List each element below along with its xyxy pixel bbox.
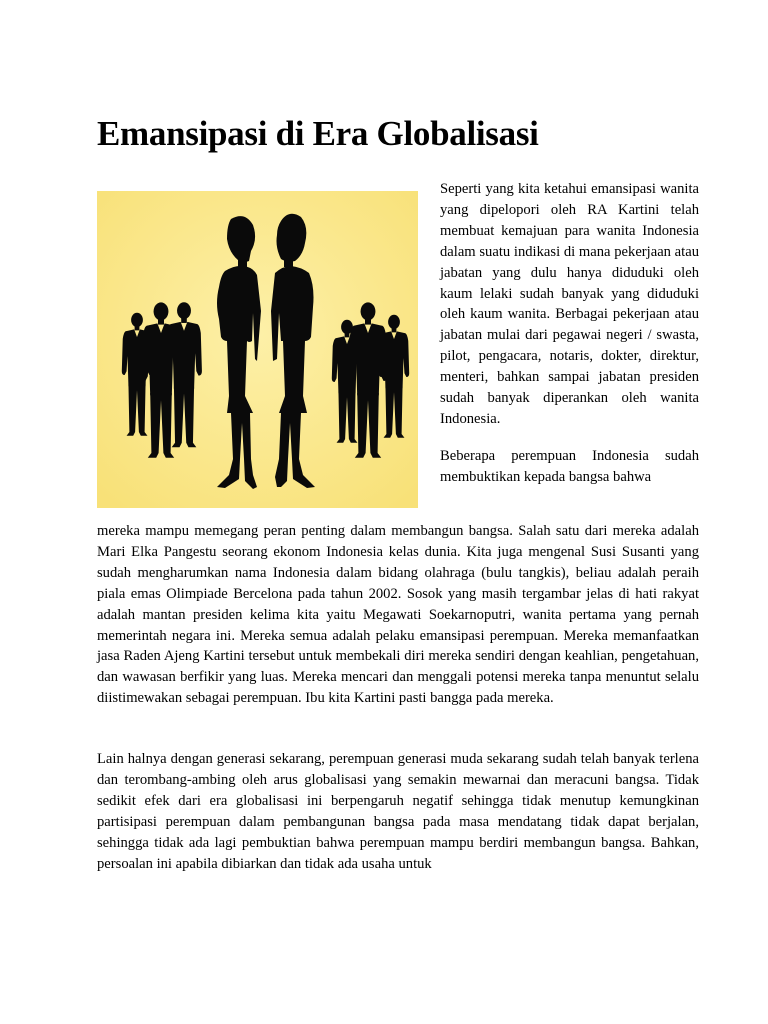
paragraph-3: Lain halnya dengan generasi sekarang, perempuan generasi muda sekarang sudah telah banyak terlena dan terombang-ambing oleh arus globalisasi yang semakin mewarnai dan meracuni bangsa. Tidak sedikit efek dari era globalisasi ini berpengaruh negatif sehingga tidak menutup kemungkinan partisipasi perempuan dalam pembangunan bangsa pada masa mendatang tidak dapat berjalan, sehingga tidak ada lagi pembuktian bahwa perempuan mampu berdiri membangun bangsa. Bahkan, persoalan ini apabila dibiarkan dan tidak ada usaha untuk [97, 751, 699, 872]
paragraph-2-continued: mereka mampu memegang peran penting dalam membangun bangsa. Salah satu dari mereka adalah Mari Elka Pangestu seorang ekonom Indonesia kelas dunia. Kita juga mengenal Susi Susanti yang sudah mengharumkan nama Indonesia dalam bidang olahraga (bulu tangkis), beliau adalah peraih piala emas Olimpiade Bercelona pada tahun 2002. Sosok yang masih tergambar jelas di hati rakyat adalah mantan presiden kelima kita yaitu Megawati Soekarnoputri, wanita pertama yang pernah memerintah negara ini. Mereka semua adalah pelaku emansipasi perempuan. Mereka memanfaatkan jasa Raden Ajeng Kartini tersebut untuk membekali diri mereka sendiri dengan keahlian, pengetahuan, dan wawasan berfikir yang luas. Mereka mencari dan menggali potensi mereka tanpa menuntut selalu diistimewakan sebagai perempuan. Ibu kita Kartini pasti bangga pada mereka. [97, 523, 699, 707]
wrapped-text-column [440, 179, 699, 488]
silhouette-svg [97, 191, 418, 508]
paragraph-2-start: Beberapa perempuan Indonesia sudah membuktikan kepada bangsa bahwa [440, 447, 699, 485]
page-title: Emansipasi di Era Globalisasi [97, 114, 539, 153]
paragraph-1: Seperti yang kita ketahui emansipasi wanita yang dipelopori oleh RA Kartini telah membuat kemajuan para wanita Indonesia dalam suatu indikasi di mana pekerjaan atau jabatan yang dulu hanya diduduki oleh kaum lelaki sudah banyak yang diduduki oleh kaum wanita. Berbagai pekerjaan atau jabatan mulai dari pegawai negeri / swasta, pilot, pengacara, notaris, dokter, direktur, menteri, bahkan sampai jabatan presiden sudah banyak diperankan oleh wanita Indonesia. [440, 181, 699, 427]
businesswomen-silhouette-illustration [97, 191, 418, 508]
